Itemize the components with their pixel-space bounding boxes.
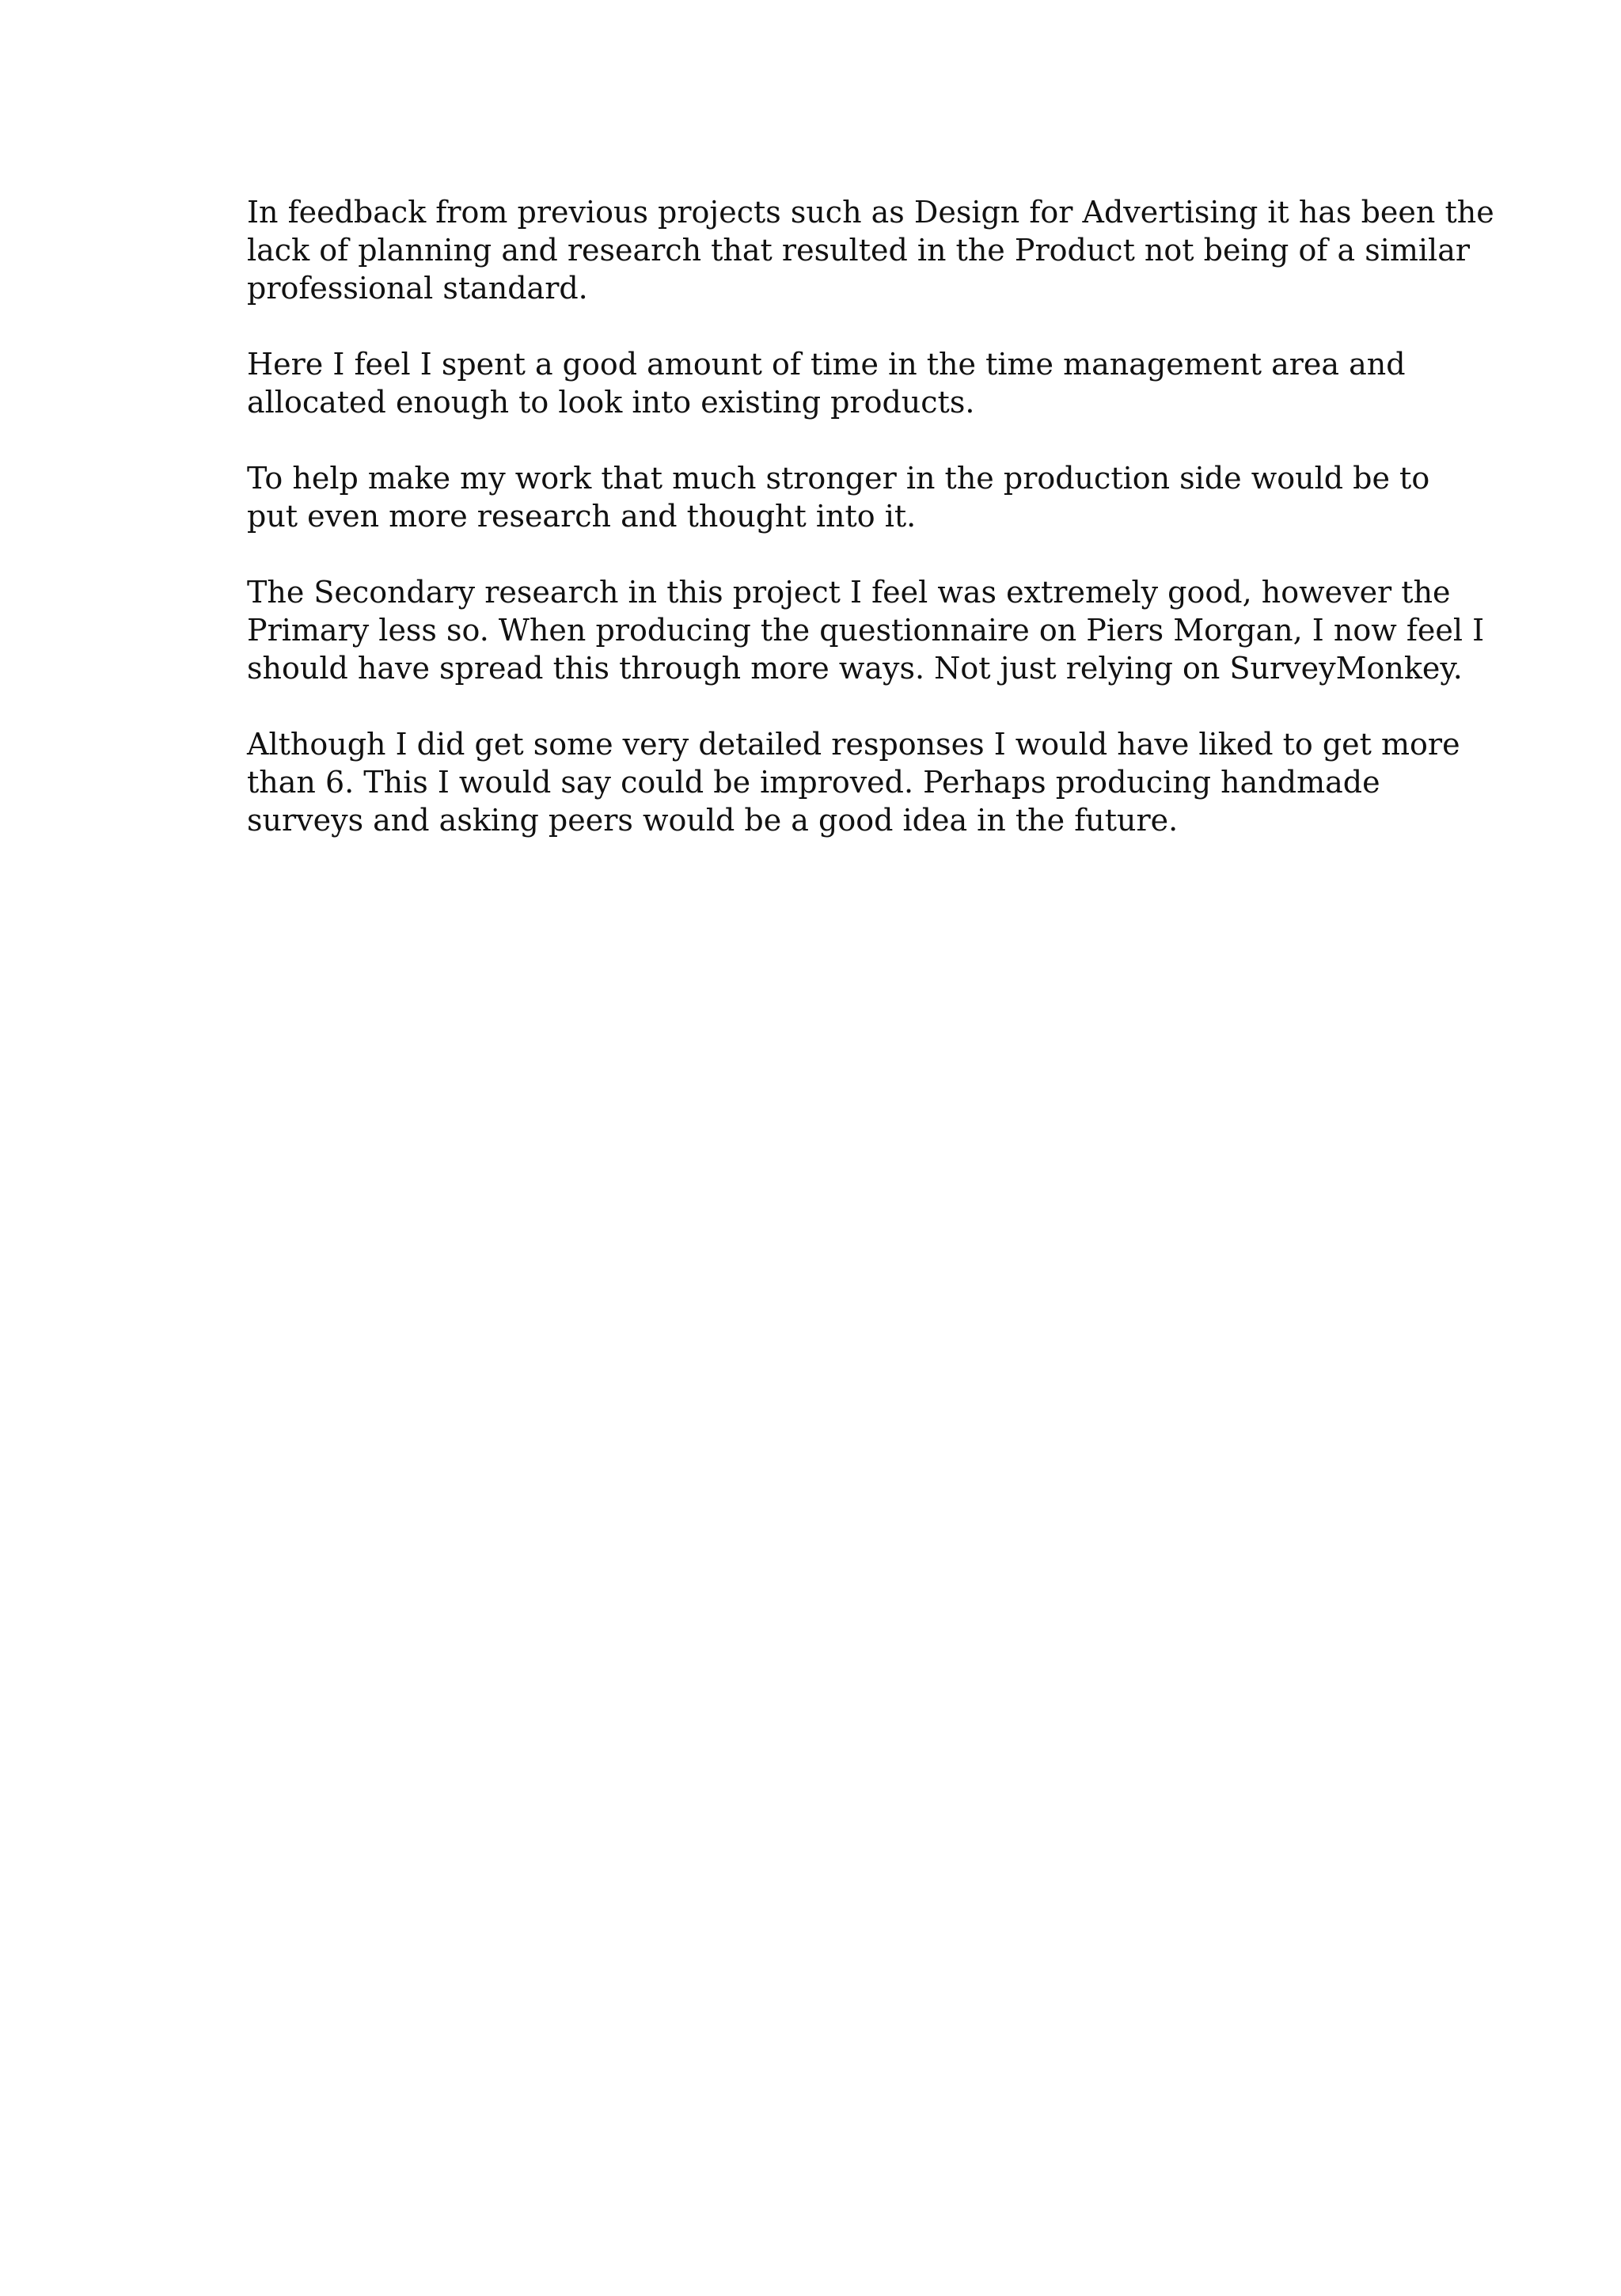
text-line: Although I did get some very detailed responses I would have liked to get more [247, 727, 1460, 762]
text-line: The Secondary research in this project I feel was extremely good, however the [247, 575, 1451, 610]
paragraph-responses [247, 725, 1460, 839]
text-line: surveys and asking peers would be a good idea in the future. [247, 803, 1179, 838]
paragraph-production [247, 459, 1430, 535]
text-line: allocated enough to look into existing products. [247, 385, 975, 420]
text-line: To help make my work that much stronger in the production side would be to [247, 461, 1430, 496]
paragraph-research [247, 573, 1485, 687]
text-line: Here I feel I spent a good amount of time in the time management area and [247, 347, 1406, 382]
text-line: lack of planning and research that resulted in the Product not being of a similar [247, 233, 1471, 268]
text-line: Primary less so. When producing the questionnaire on Piers Morgan, I now feel I [247, 613, 1485, 648]
text-line: put even more research and thought into it. [247, 499, 917, 534]
document-body [247, 193, 1494, 877]
text-line: should have spread this through more ways. Not just relying on SurveyMonkey. [247, 651, 1463, 686]
text-line: professional standard. [247, 271, 588, 306]
paragraph-time-management [247, 345, 1406, 421]
text-line: than 6. This I would say could be improved. Perhaps producing handmade [247, 765, 1380, 800]
paragraph-feedback [247, 193, 1494, 307]
text-line: In feedback from previous projects such as Design for Advertising it has been the [247, 195, 1494, 230]
